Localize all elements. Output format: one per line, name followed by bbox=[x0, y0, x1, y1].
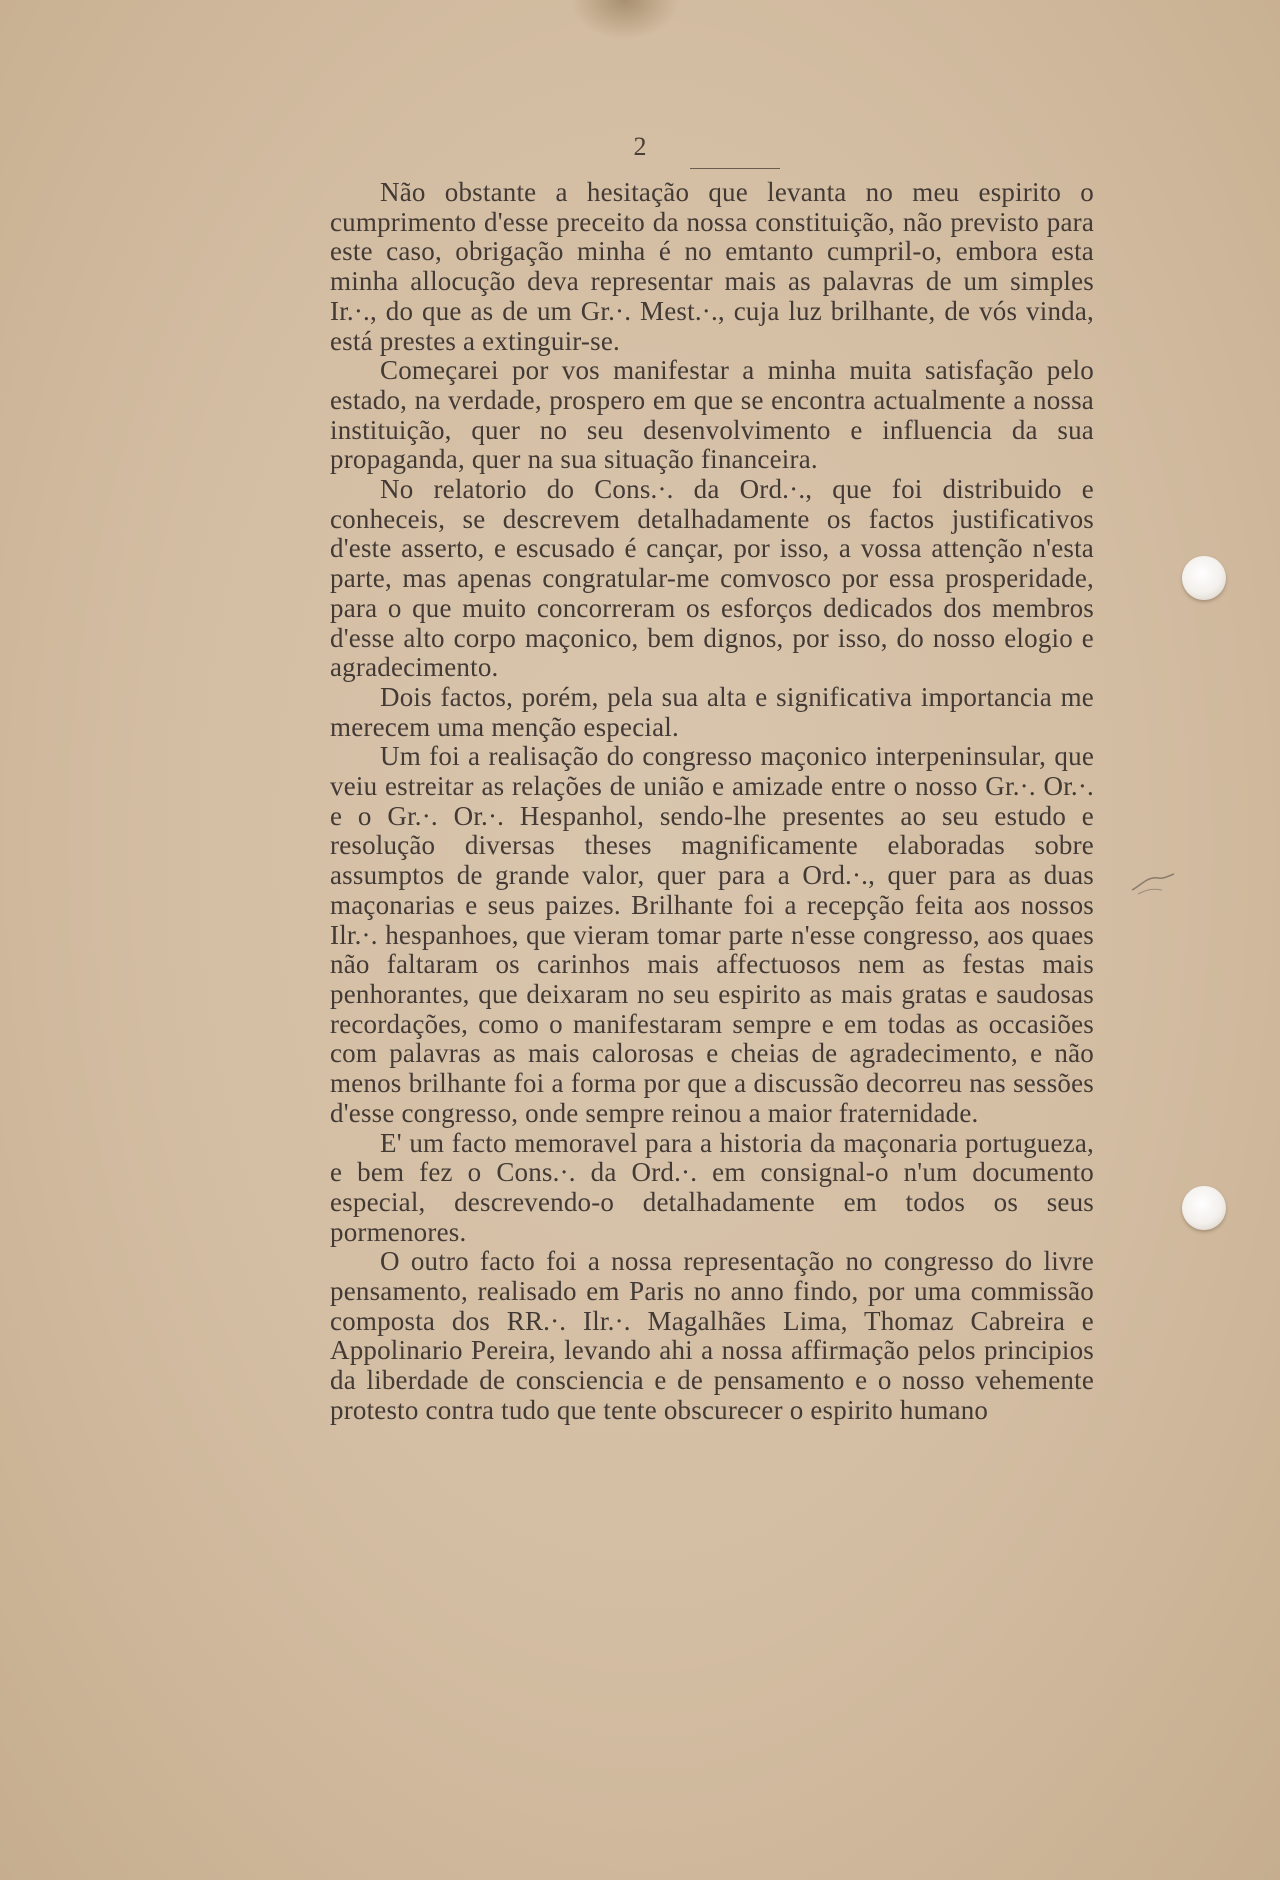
paragraph-1: Não obstante a hesitação que levanta no meu espirito o cumprimento d'esse preceito da nossa constituição, não previsto para este caso, obrigação minha é no emtanto cumpril-o, embora esta minha allocução deva representar mais as palavras de um simples Ir.·., do que as de um Gr.·. Mest.·., cuja luz brilhante, de vós vinda, está prestes a extinguir-se. bbox=[330, 177, 1094, 356]
paragraph-6: E' um facto memoravel para a historia da maçonaria portugueza, e bem fez o Cons.·. da Ord.·. em consignal-o n'um documento especial, descrevendo-o detalhadamente em todos os seus pormenores. bbox=[330, 1127, 1094, 1247]
paragraph-5: Um foi a realisação do congresso maçonico interpeninsular, que veiu estreitar as relações de união e amizade entre o nosso Gr.·. Or.·. e o Gr.·. Or.·. Hespanhol, sendo-lhe presentes ao seu estudo e resolução diversas theses magnificamente elaboradas sobre assumptos de grande valor, quer para a Ord.·., quer para as duas maçonarias e seus paizes. Brilhante foi a recepção feita aos nossos Ilr.·. hespanhoes, que vieram tomar parte n'esse congresso, aos quaes não faltaram os carinhos mais affectuosos nem as festas mais penhorantes, que deixaram no seu espirito as mais gratas e saudosas recordações, como o manifestaram sempre e em todas as occasiões com palavras as mais calorosas e cheias de agradecimento, e não menos brilhante foi a forma por que a discussão decorreu nas sessões d'esse congresso, onde sempre reinou a maior fraternidade. bbox=[330, 741, 1094, 1128]
torn-edge bbox=[570, 0, 680, 40]
paragraph-4: Dois factos, porém, pela sua alta e significativa importancia me merecem uma menção especial. bbox=[330, 681, 1094, 742]
paragraph-2: Começarei por vos manifestar a minha muita satisfação pelo estado, na verdade, prospero em que se encontra actualmente a nossa instituição, quer no seu desenvolvimento e influencia da sua propaganda, quer na sua situação financeira. bbox=[330, 355, 1094, 475]
page-number-underline bbox=[690, 168, 780, 169]
paragraph-3: No relatorio do Cons.·. da Ord.·., que foi distribuido e conheceis, se descrevem detalhadamente os factos justificativos d'este asserto, e escusado é cançar, por isso, a vossa attenção n'esta parte, mas apenas congratular-me comvosco por essa prosperidade, para o que muito concorreram os esforços dedicados dos membros d'esse alto corpo maçonico, bem dignos, por isso, do nosso elogio e agradecimento. bbox=[330, 474, 1094, 683]
punch-hole-bottom bbox=[1182, 1186, 1226, 1230]
page-number: 2 bbox=[633, 132, 647, 161]
punch-hole-top bbox=[1182, 556, 1226, 600]
pencil-mark-icon bbox=[1128, 868, 1176, 898]
body-text bbox=[330, 178, 1094, 1426]
paragraph-7: O outro facto foi a nossa representação no congresso do livre pensamento, realisado em Paris no anno findo, por uma commissão composta dos RR.·. Ilr.·. Magalhães Lima, Thomaz Cabreira e Appolinario Pereira, levando ahi a nossa affirmação pelos principios da liberdade de consciencia e de pensamento e o nosso vehemente protesto contra tudo que tente obscurecer o espirito humano bbox=[330, 1246, 1094, 1425]
